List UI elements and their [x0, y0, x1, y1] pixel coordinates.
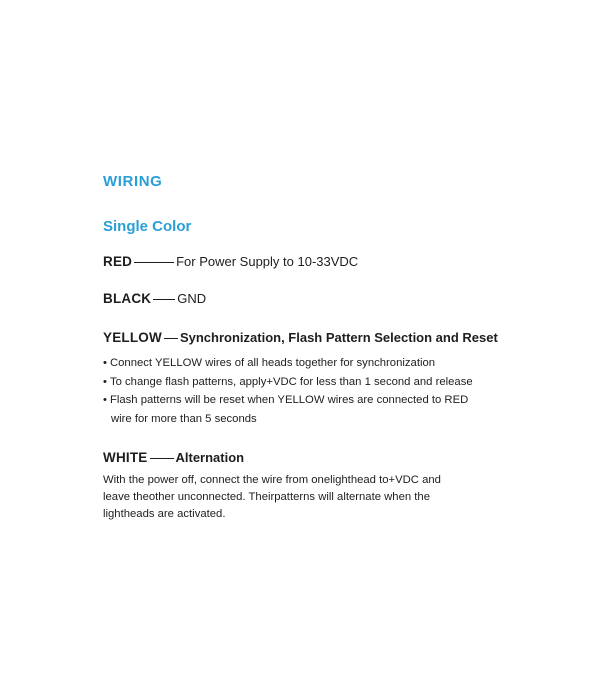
bullet-icon: •	[103, 375, 107, 388]
list-item	[103, 373, 473, 392]
wire-desc-yellow: Synchronization, Flash Pattern Selection and Reset	[179, 330, 498, 345]
wire-dash	[134, 262, 174, 263]
wire-row-red	[103, 254, 358, 269]
list-item	[103, 391, 473, 428]
bullet-text: Connect YELLOW wires of all heads together for synchronization	[109, 357, 436, 369]
bullet-text: To change flash patterns, apply+VDC for less than 1 second and release	[109, 375, 473, 388]
wire-row-black	[103, 291, 206, 306]
wire-name-red: RED	[103, 254, 133, 269]
wire-desc-white: Alternation	[175, 450, 245, 465]
white-paragraph	[103, 472, 483, 523]
wire-row-yellow	[103, 330, 498, 345]
subsection-title: Single Color	[103, 218, 192, 235]
wire-desc-red: For Power Supply to 10-33VDC	[176, 254, 359, 269]
bullet-icon: •	[103, 357, 107, 369]
bullet-icon: •	[103, 394, 107, 406]
section-title: WIRING	[103, 173, 163, 190]
list-item	[103, 354, 473, 373]
wire-desc-black: GND	[177, 291, 207, 306]
wire-row-white	[103, 450, 244, 465]
bullet-text: Flash patterns will be reset when YELLOW wires are connected to RED	[109, 394, 469, 406]
yellow-bullet-list	[103, 354, 473, 428]
paragraph-line: lightheads are activated.	[103, 508, 226, 520]
wire-name-yellow: YELLOW	[103, 330, 162, 345]
bullet-continuation: wire for more than 5 seconds	[111, 412, 257, 425]
wire-dash	[150, 458, 174, 459]
wire-name-white: WHITE	[103, 450, 148, 465]
paragraph-line: With the power off, connect the wire from onelighthead to+VDC and	[103, 474, 441, 486]
paragraph-line: leave theother unconnected. Theirpatterns will alternate when the	[103, 491, 430, 503]
wire-name-black: BLACK	[103, 291, 152, 306]
wire-dash	[153, 299, 175, 300]
wire-dash	[164, 338, 178, 339]
